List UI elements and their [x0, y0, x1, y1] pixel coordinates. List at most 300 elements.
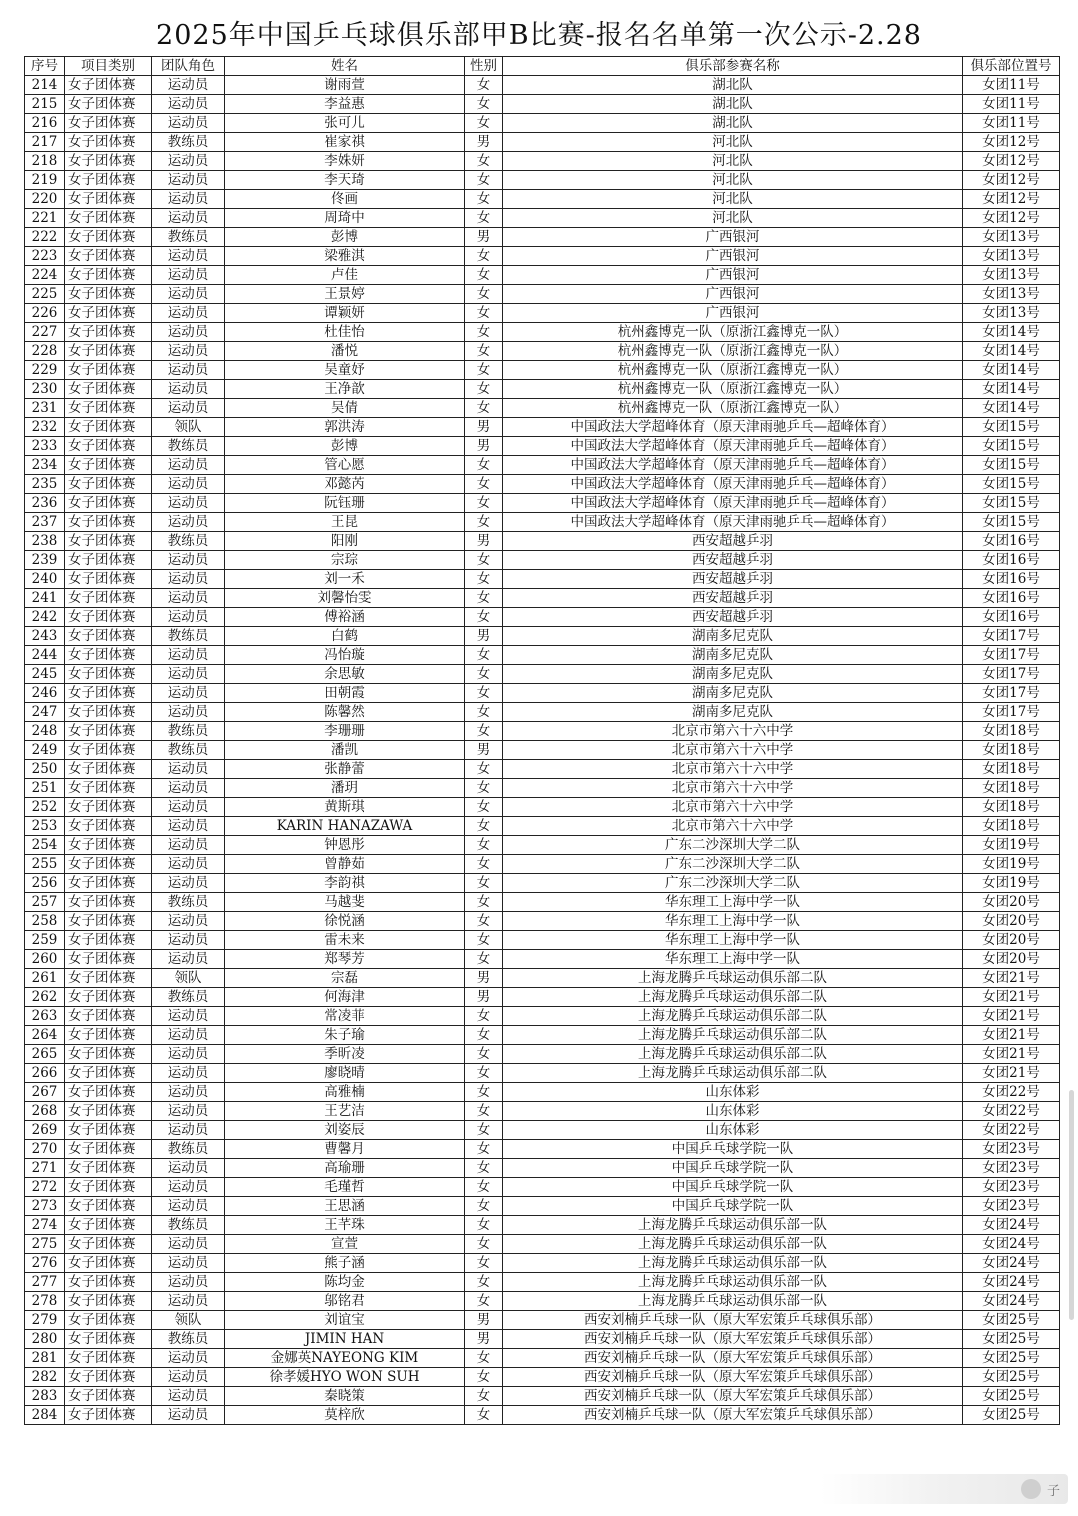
- cell-index: 267: [25, 1083, 65, 1102]
- cell-index: 259: [25, 931, 65, 950]
- cell-position: 女团18号: [963, 722, 1060, 741]
- table-row: [25, 456, 1060, 475]
- table-row: [25, 437, 1060, 456]
- cell-category: 女子团体赛: [65, 228, 152, 247]
- cell-club: 西安刘楠乒乓球一队（原大军宏策乒乓球俱乐部）: [503, 1349, 963, 1368]
- cell-index: 275: [25, 1235, 65, 1254]
- cell-index: 281: [25, 1349, 65, 1368]
- cell-position: 女团21号: [963, 1064, 1060, 1083]
- cell-position: 女团19号: [963, 874, 1060, 893]
- cell-gender: 女: [465, 95, 503, 114]
- cell-role: 运动员: [152, 494, 225, 513]
- cell-gender: 女: [465, 1273, 503, 1292]
- cell-club: 西安刘楠乒乓球一队（原大军宏策乒乓球俱乐部）: [503, 1311, 963, 1330]
- cell-category: 女子团体赛: [65, 893, 152, 912]
- cell-position: 女团24号: [963, 1235, 1060, 1254]
- cell-category: 女子团体赛: [65, 1159, 152, 1178]
- cell-gender: 女: [465, 1387, 503, 1406]
- cell-gender: 女: [465, 209, 503, 228]
- cell-category: 女子团体赛: [65, 912, 152, 931]
- cell-role: 运动员: [152, 760, 225, 779]
- cell-position: 女团20号: [963, 950, 1060, 969]
- cell-club: 河北队: [503, 171, 963, 190]
- table-row: [25, 627, 1060, 646]
- table-row: [25, 228, 1060, 247]
- cell-gender: 女: [465, 836, 503, 855]
- cell-gender: 女: [465, 551, 503, 570]
- cell-position: 女团20号: [963, 912, 1060, 931]
- cell-role: 运动员: [152, 1254, 225, 1273]
- cell-role: 运动员: [152, 266, 225, 285]
- cell-gender: 女: [465, 1216, 503, 1235]
- cell-name: 管心愿: [225, 456, 465, 475]
- cell-index: 224: [25, 266, 65, 285]
- cell-role: 教练员: [152, 1216, 225, 1235]
- cell-gender: 女: [465, 608, 503, 627]
- cell-club: 西安超越乒羽: [503, 551, 963, 570]
- cell-name: 张静蕾: [225, 760, 465, 779]
- cell-name: 白鹤: [225, 627, 465, 646]
- cell-club: 北京市第六十六中学: [503, 798, 963, 817]
- cell-index: 239: [25, 551, 65, 570]
- table-row: [25, 1026, 1060, 1045]
- cell-name: 季昕凌: [225, 1045, 465, 1064]
- cell-position: 女团24号: [963, 1216, 1060, 1235]
- cell-club: 杭州鑫博克一队（原浙江鑫博克一队）: [503, 361, 963, 380]
- cell-name: 秦晓策: [225, 1387, 465, 1406]
- cell-index: 260: [25, 950, 65, 969]
- cell-name: 卢佳: [225, 266, 465, 285]
- cell-position: 女团12号: [963, 171, 1060, 190]
- cell-category: 女子团体赛: [65, 1102, 152, 1121]
- cell-gender: 男: [465, 418, 503, 437]
- cell-name: 梁雅淇: [225, 247, 465, 266]
- cell-club: 北京市第六十六中学: [503, 817, 963, 836]
- cell-club: 上海龙腾乒乓球运动俱乐部二队: [503, 988, 963, 1007]
- cell-gender: 男: [465, 741, 503, 760]
- cell-gender: 女: [465, 513, 503, 532]
- cell-position: 女团18号: [963, 798, 1060, 817]
- table-row: [25, 551, 1060, 570]
- cell-category: 女子团体赛: [65, 1273, 152, 1292]
- cell-role: 运动员: [152, 475, 225, 494]
- cell-index: 257: [25, 893, 65, 912]
- cell-club: 西安超越乒羽: [503, 570, 963, 589]
- cell-category: 女子团体赛: [65, 1197, 152, 1216]
- cell-role: 运动员: [152, 912, 225, 931]
- cell-name: 朱子瑜: [225, 1026, 465, 1045]
- cell-category: 女子团体赛: [65, 152, 152, 171]
- cell-club: 北京市第六十六中学: [503, 741, 963, 760]
- cell-index: 274: [25, 1216, 65, 1235]
- table-row: [25, 494, 1060, 513]
- cell-role: 运动员: [152, 684, 225, 703]
- cell-role: 运动员: [152, 247, 225, 266]
- cell-gender: 女: [465, 1045, 503, 1064]
- cell-position: 女团14号: [963, 342, 1060, 361]
- cell-gender: 女: [465, 1121, 503, 1140]
- cell-gender: 女: [465, 1083, 503, 1102]
- cell-position: 女团24号: [963, 1254, 1060, 1273]
- table-row: [25, 1254, 1060, 1273]
- cell-index: 219: [25, 171, 65, 190]
- cell-name: 熊子涵: [225, 1254, 465, 1273]
- cell-role: 运动员: [152, 1045, 225, 1064]
- cell-index: 218: [25, 152, 65, 171]
- cell-index: 250: [25, 760, 65, 779]
- cell-position: 女团23号: [963, 1159, 1060, 1178]
- cell-category: 女子团体赛: [65, 1083, 152, 1102]
- cell-category: 女子团体赛: [65, 760, 152, 779]
- cell-name: 黄斯琪: [225, 798, 465, 817]
- cell-index: 258: [25, 912, 65, 931]
- cell-category: 女子团体赛: [65, 456, 152, 475]
- table-row: [25, 1311, 1060, 1330]
- cell-index: 242: [25, 608, 65, 627]
- cell-position: 女团20号: [963, 893, 1060, 912]
- cell-category: 女子团体赛: [65, 95, 152, 114]
- cell-gender: 女: [465, 1140, 503, 1159]
- cell-club: 中国政法大学超峰体育（原天津雨驰乒乓—超峰体育）: [503, 475, 963, 494]
- cell-gender: 女: [465, 1064, 503, 1083]
- cell-name: 刘姿辰: [225, 1121, 465, 1140]
- cell-index: 229: [25, 361, 65, 380]
- cell-position: 女团11号: [963, 114, 1060, 133]
- cell-gender: 女: [465, 380, 503, 399]
- cell-role: 运动员: [152, 1159, 225, 1178]
- cell-gender: 男: [465, 133, 503, 152]
- cell-category: 女子团体赛: [65, 342, 152, 361]
- cell-name: 阳刚: [225, 532, 465, 551]
- cell-category: 女子团体赛: [65, 570, 152, 589]
- cell-category: 女子团体赛: [65, 874, 152, 893]
- table-row: [25, 152, 1060, 171]
- cell-name: 田朝霞: [225, 684, 465, 703]
- cell-role: 运动员: [152, 1007, 225, 1026]
- cell-name: 吴倩: [225, 399, 465, 418]
- cell-category: 女子团体赛: [65, 1007, 152, 1026]
- cell-category: 女子团体赛: [65, 722, 152, 741]
- cell-index: 243: [25, 627, 65, 646]
- cell-gender: 女: [465, 361, 503, 380]
- table-row: [25, 266, 1060, 285]
- cell-index: 251: [25, 779, 65, 798]
- cell-name: 李姝妍: [225, 152, 465, 171]
- cell-role: 运动员: [152, 361, 225, 380]
- cell-role: 领队: [152, 1311, 225, 1330]
- cell-category: 女子团体赛: [65, 1292, 152, 1311]
- cell-position: 女团13号: [963, 285, 1060, 304]
- table-row: [25, 190, 1060, 209]
- cell-role: 教练员: [152, 741, 225, 760]
- cell-role: 运动员: [152, 855, 225, 874]
- cell-index: 233: [25, 437, 65, 456]
- cell-name: 马越斐: [225, 893, 465, 912]
- cell-position: 女团12号: [963, 209, 1060, 228]
- cell-name: 高雅楠: [225, 1083, 465, 1102]
- cell-category: 女子团体赛: [65, 988, 152, 1007]
- cell-position: 女团13号: [963, 304, 1060, 323]
- header-row: [25, 57, 1060, 76]
- table-row: [25, 817, 1060, 836]
- cell-gender: 女: [465, 798, 503, 817]
- table-row: [25, 1007, 1060, 1026]
- cell-gender: 女: [465, 266, 503, 285]
- cell-name: 郑琴芳: [225, 950, 465, 969]
- table-row: [25, 1121, 1060, 1140]
- cell-club: 河北队: [503, 190, 963, 209]
- cell-index: 269: [25, 1121, 65, 1140]
- cell-category: 女子团体赛: [65, 494, 152, 513]
- cell-name: 金娜英NAYEONG KIM: [225, 1349, 465, 1368]
- col-header-position: 俱乐部位置号: [963, 57, 1060, 76]
- cell-role: 运动员: [152, 399, 225, 418]
- cell-position: 女团25号: [963, 1311, 1060, 1330]
- cell-role: 运动员: [152, 779, 225, 798]
- cell-index: 263: [25, 1007, 65, 1026]
- cell-position: 女团14号: [963, 380, 1060, 399]
- cell-position: 女团19号: [963, 855, 1060, 874]
- cell-index: 277: [25, 1273, 65, 1292]
- cell-index: 221: [25, 209, 65, 228]
- cell-club: 上海龙腾乒乓球运动俱乐部二队: [503, 1007, 963, 1026]
- cell-name: 曹馨月: [225, 1140, 465, 1159]
- cell-name: 高瑜珊: [225, 1159, 465, 1178]
- table-row: [25, 646, 1060, 665]
- cell-index: 261: [25, 969, 65, 988]
- cell-position: 女团24号: [963, 1292, 1060, 1311]
- table-row: [25, 475, 1060, 494]
- cell-name: 刘一禾: [225, 570, 465, 589]
- table-row: [25, 589, 1060, 608]
- cell-index: 283: [25, 1387, 65, 1406]
- cell-category: 女子团体赛: [65, 551, 152, 570]
- cell-gender: 女: [465, 1292, 503, 1311]
- table-row: [25, 95, 1060, 114]
- cell-index: 273: [25, 1197, 65, 1216]
- cell-gender: 女: [465, 114, 503, 133]
- cell-index: 225: [25, 285, 65, 304]
- cell-category: 女子团体赛: [65, 513, 152, 532]
- cell-role: 运动员: [152, 1121, 225, 1140]
- cell-category: 女子团体赛: [65, 1121, 152, 1140]
- cell-gender: 女: [465, 1102, 503, 1121]
- cell-name: 吴童妤: [225, 361, 465, 380]
- cell-gender: 女: [465, 931, 503, 950]
- cell-club: 西安超越乒羽: [503, 608, 963, 627]
- table-row: [25, 912, 1060, 931]
- cell-category: 女子团体赛: [65, 665, 152, 684]
- cell-category: 女子团体赛: [65, 114, 152, 133]
- cell-gender: 女: [465, 323, 503, 342]
- cell-name: 钟恩彤: [225, 836, 465, 855]
- cell-role: 运动员: [152, 323, 225, 342]
- table-row: [25, 722, 1060, 741]
- cell-role: 运动员: [152, 1387, 225, 1406]
- cell-index: 264: [25, 1026, 65, 1045]
- table-row: [25, 798, 1060, 817]
- roster-sheet: [24, 56, 1060, 1425]
- cell-position: 女团25号: [963, 1368, 1060, 1387]
- cell-role: 运动员: [152, 1026, 225, 1045]
- cell-club: 杭州鑫博克一队（原浙江鑫博克一队）: [503, 323, 963, 342]
- cell-name: 陈均金: [225, 1273, 465, 1292]
- cell-index: 222: [25, 228, 65, 247]
- scrollbar[interactable]: [1069, 1090, 1074, 1320]
- cell-index: 241: [25, 589, 65, 608]
- cell-role: 运动员: [152, 95, 225, 114]
- cell-gender: 女: [465, 1368, 503, 1387]
- cell-club: 湖北队: [503, 76, 963, 95]
- table-row: [25, 608, 1060, 627]
- table-row: [25, 779, 1060, 798]
- cell-role: 运动员: [152, 798, 225, 817]
- cell-category: 女子团体赛: [65, 76, 152, 95]
- table-row: [25, 1387, 1060, 1406]
- cell-gender: 男: [465, 627, 503, 646]
- cell-position: 女团13号: [963, 266, 1060, 285]
- cell-club: 西安超越乒羽: [503, 589, 963, 608]
- cell-category: 女子团体赛: [65, 361, 152, 380]
- cell-gender: 男: [465, 228, 503, 247]
- cell-role: 运动员: [152, 1349, 225, 1368]
- cell-position: 女团24号: [963, 1273, 1060, 1292]
- cell-role: 运动员: [152, 1368, 225, 1387]
- cell-name: 彭博: [225, 437, 465, 456]
- cell-category: 女子团体赛: [65, 209, 152, 228]
- cell-role: 运动员: [152, 304, 225, 323]
- cell-position: 女团16号: [963, 608, 1060, 627]
- cell-role: 教练员: [152, 133, 225, 152]
- cell-category: 女子团体赛: [65, 1178, 152, 1197]
- cell-gender: 女: [465, 399, 503, 418]
- cell-role: 教练员: [152, 893, 225, 912]
- cell-role: 运动员: [152, 114, 225, 133]
- cell-name: 潘凯: [225, 741, 465, 760]
- cell-role: 运动员: [152, 1292, 225, 1311]
- cell-club: 上海龙腾乒乓球运动俱乐部二队: [503, 1045, 963, 1064]
- cell-name: 张可儿: [225, 114, 465, 133]
- cell-category: 女子团体赛: [65, 1406, 152, 1425]
- cell-name: JIMIN HAN: [225, 1330, 465, 1349]
- watermark-overlay: [738, 1474, 1068, 1504]
- table-row: [25, 893, 1060, 912]
- cell-category: 女子团体赛: [65, 703, 152, 722]
- cell-index: 240: [25, 570, 65, 589]
- cell-position: 女团18号: [963, 741, 1060, 760]
- cell-name: 曾静茹: [225, 855, 465, 874]
- cell-role: 运动员: [152, 1102, 225, 1121]
- cell-index: 215: [25, 95, 65, 114]
- cell-club: 中国乒乓球学院一队: [503, 1178, 963, 1197]
- cell-club: 湖北队: [503, 95, 963, 114]
- cell-name: 王净歆: [225, 380, 465, 399]
- cell-index: 255: [25, 855, 65, 874]
- table-row: [25, 703, 1060, 722]
- cell-club: 北京市第六十六中学: [503, 779, 963, 798]
- cell-name: 崔家祺: [225, 133, 465, 152]
- table-row: [25, 1140, 1060, 1159]
- cell-club: 杭州鑫博克一队（原浙江鑫博克一队）: [503, 380, 963, 399]
- col-header-role: 团队角色: [152, 57, 225, 76]
- table-row: [25, 285, 1060, 304]
- cell-index: 238: [25, 532, 65, 551]
- cell-position: 女团12号: [963, 190, 1060, 209]
- cell-gender: 女: [465, 1007, 503, 1026]
- cell-club: 上海龙腾乒乓球运动俱乐部二队: [503, 1026, 963, 1045]
- table-row: [25, 931, 1060, 950]
- cell-gender: 女: [465, 817, 503, 836]
- cell-role: 运动员: [152, 570, 225, 589]
- table-row: [25, 1045, 1060, 1064]
- table-row: [25, 1159, 1060, 1178]
- cell-position: 女团16号: [963, 532, 1060, 551]
- cell-role: 运动员: [152, 703, 225, 722]
- cell-gender: 女: [465, 874, 503, 893]
- cell-gender: 女: [465, 760, 503, 779]
- cell-index: 247: [25, 703, 65, 722]
- cell-category: 女子团体赛: [65, 285, 152, 304]
- cell-gender: 女: [465, 912, 503, 931]
- cell-name: 何海津: [225, 988, 465, 1007]
- cell-position: 女团12号: [963, 133, 1060, 152]
- cell-index: 256: [25, 874, 65, 893]
- cell-role: 运动员: [152, 874, 225, 893]
- watermark-text: 子: [1046, 1483, 1060, 1499]
- cell-role: 运动员: [152, 931, 225, 950]
- cell-name: 冯怡璇: [225, 646, 465, 665]
- cell-index: 235: [25, 475, 65, 494]
- cell-club: 西安刘楠乒乓球一队（原大军宏策乒乓球俱乐部）: [503, 1406, 963, 1425]
- cell-category: 女子团体赛: [65, 1026, 152, 1045]
- cell-gender: 女: [465, 475, 503, 494]
- cell-category: 女子团体赛: [65, 1254, 152, 1273]
- cell-role: 运动员: [152, 1273, 225, 1292]
- cell-name: 徐悦涵: [225, 912, 465, 931]
- cell-position: 女团21号: [963, 1026, 1060, 1045]
- cell-role: 教练员: [152, 228, 225, 247]
- cell-role: 运动员: [152, 456, 225, 475]
- cell-position: 女团22号: [963, 1083, 1060, 1102]
- table-row: [25, 1178, 1060, 1197]
- cell-gender: 女: [465, 950, 503, 969]
- cell-name: 刘谊宝: [225, 1311, 465, 1330]
- cell-role: 运动员: [152, 646, 225, 665]
- cell-role: 运动员: [152, 551, 225, 570]
- cell-category: 女子团体赛: [65, 1216, 152, 1235]
- cell-club: 中国乒乓球学院一队: [503, 1197, 963, 1216]
- cell-club: 广西银河: [503, 266, 963, 285]
- cell-position: 女团16号: [963, 570, 1060, 589]
- cell-index: 268: [25, 1102, 65, 1121]
- cell-role: 教练员: [152, 988, 225, 1007]
- cell-club: 广东二沙深圳大学二队: [503, 836, 963, 855]
- cell-index: 248: [25, 722, 65, 741]
- cell-club: 华东理工上海中学一队: [503, 931, 963, 950]
- cell-role: 运动员: [152, 285, 225, 304]
- cell-category: 女子团体赛: [65, 304, 152, 323]
- cell-index: 237: [25, 513, 65, 532]
- cell-position: 女团17号: [963, 646, 1060, 665]
- cell-club: 上海龙腾乒乓球运动俱乐部一队: [503, 1235, 963, 1254]
- cell-index: 262: [25, 988, 65, 1007]
- cell-name: 谭颖妍: [225, 304, 465, 323]
- cell-club: 广东二沙深圳大学二队: [503, 855, 963, 874]
- cell-gender: 男: [465, 969, 503, 988]
- cell-name: 杜佳怡: [225, 323, 465, 342]
- cell-category: 女子团体赛: [65, 532, 152, 551]
- table-row: [25, 1292, 1060, 1311]
